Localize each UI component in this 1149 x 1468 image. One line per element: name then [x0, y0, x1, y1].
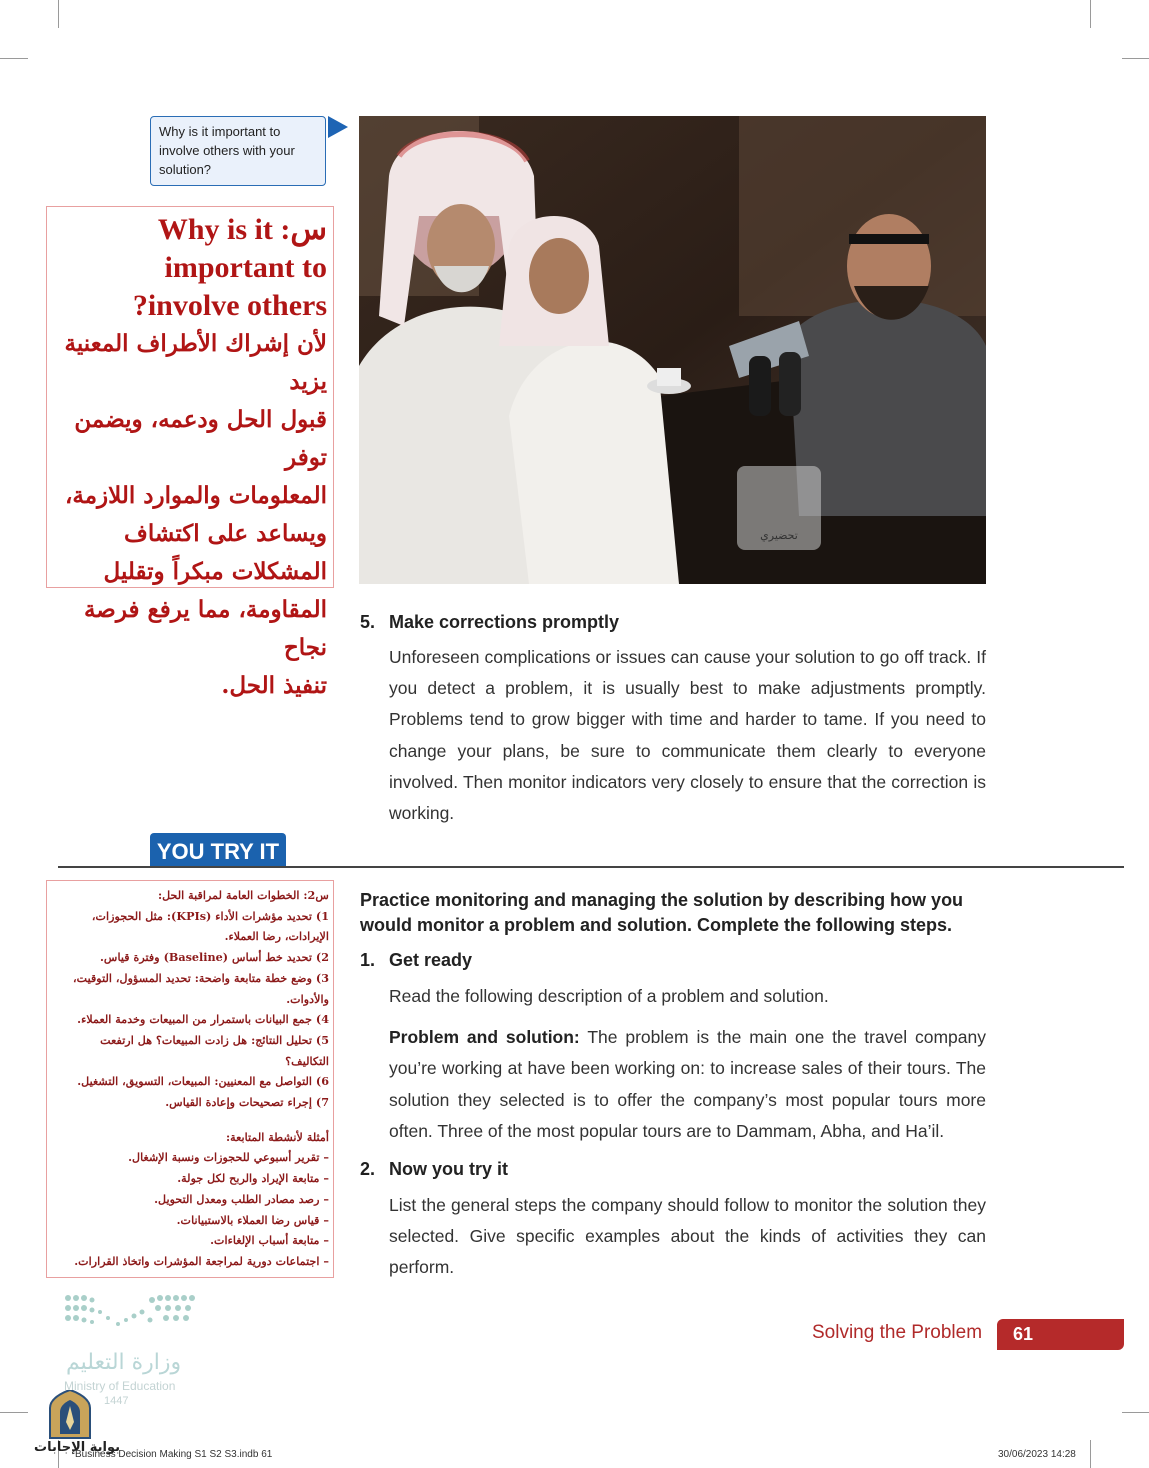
answer-english-line: ?involve others	[132, 289, 327, 322]
answer-arabic-line: المعلومات والموارد اللازمة،	[64, 482, 327, 509]
arabic-note-line: والأدوات.	[286, 991, 329, 1006]
ministry-year: 1447	[104, 1395, 129, 1407]
page-number: 61	[1013, 1324, 1034, 1344]
arabic-note-line: 4) جمع البيانات باستمرار من المبيعات وخدمة العملاء.	[77, 1012, 329, 1027]
arabic-notes-box	[46, 880, 334, 1278]
crop-mark	[1090, 0, 1091, 28]
you-try-it-tab	[150, 833, 286, 868]
crop-mark	[0, 1412, 28, 1413]
arabic-note-line: الإيرادات، رضا العملاء.	[224, 929, 329, 944]
problem-and-solution-label: Problem and solution:	[389, 1027, 580, 1048]
arabic-example-line: – قياس رضا العملاء بالاستبيانات.	[176, 1212, 329, 1227]
business-meeting-photo	[359, 116, 986, 584]
step-get-ready	[360, 950, 986, 1147]
answer-arabic-line: لأن إشراك الأطراف المعنية يزيد	[64, 330, 327, 395]
arabic-note-line: التكاليف؟	[285, 1053, 329, 1068]
print-slug-date: 30/06/2023 14:28	[998, 1449, 1076, 1460]
ministry-dots-icon	[58, 1290, 208, 1350]
answer-arabic-line: المقاومة، مما يرفع فرصة نجاح	[83, 596, 327, 661]
arabic-note-line: 7) إجراء تصحيحات وإعادة القياس.	[165, 1095, 329, 1110]
step-intro: Read the following description of a problem and solution.	[389, 986, 829, 1006]
callout-text: Why is it important to involve others with your solution?	[159, 124, 295, 177]
spacer	[51, 1113, 329, 1127]
section-divider	[58, 866, 1124, 868]
crop-mark	[1122, 1412, 1149, 1413]
photo-watermark-label: تحضيري	[760, 529, 798, 542]
step-number: 2.	[360, 1159, 376, 1180]
question-callout	[150, 116, 326, 186]
arabic-example-line: – متابعة الإيراد والربح لكل جولة.	[177, 1171, 329, 1186]
print-slug-file: Business Decision Making S1 S2 S3.indb 61	[75, 1449, 273, 1460]
step-title: Now you try it	[389, 1159, 509, 1180]
answer-english-line: Why is it :س	[157, 213, 327, 246]
answer-arabic-line: ويساعد على اكتشاف	[123, 520, 327, 547]
you-try-it-label: YOU TRY IT	[156, 839, 280, 864]
crop-mark	[1122, 58, 1149, 59]
portal-label: بوابة الإجابات	[34, 1440, 120, 1455]
answer-english-line: important to	[164, 251, 327, 284]
crop-mark	[1090, 1440, 1091, 1468]
practice-section	[360, 888, 986, 1284]
photo-illustration	[359, 116, 986, 584]
ministry-english-name: Ministry of Education	[64, 1379, 176, 1393]
arabic-note-line: 2) تحديد خط أساس (Baseline) وفترة قياس.	[99, 950, 329, 965]
footer-section-title: Solving the Problem	[812, 1322, 983, 1343]
section-number: 5.	[360, 612, 376, 632]
step-title: Get ready	[389, 950, 473, 970]
arabic-example-line: – تقرير أسبوعي للحجوزات ونسبة الإشغال.	[128, 1150, 329, 1165]
answer-box	[46, 206, 334, 699]
problem-and-solution-body: The problem is the main one the travel company you’re working at have been working on: to increase sales of their tours. The solution they selected is to offer the company’s most popular tours more often. Three of the most popular tours are to Dammam, Abha, and Ha’il.	[389, 1027, 986, 1141]
arabic-note-line: 1) تحديد مؤشرات الأداء (KPIs): مثل الحجوزات،	[91, 908, 329, 923]
arabic-example-line: – متابعة أسباب الإلغاءات.	[210, 1233, 329, 1248]
arabic-note-line: 5) تحليل النتائج: هل زادت المبيعات؟ هل ارتفعت	[100, 1032, 329, 1047]
section-make-corrections	[360, 612, 986, 829]
answer-arabic-line: تنفيذ الحل.	[221, 672, 327, 699]
answer-arabic-line: قبول الحل ودعمه، ويضمن توفر	[74, 406, 327, 471]
crop-mark	[58, 0, 59, 28]
arabic-example-line: – رصد مصادر الطلب ومعدل التحويل.	[154, 1191, 329, 1206]
step-number: 1.	[360, 950, 376, 970]
practice-lead: Practice monitoring and managing the solution by describing how you would monitor a problem and solution. Complete the following steps.	[360, 890, 964, 935]
step-now-you-try	[360, 1159, 986, 1284]
crop-mark	[0, 58, 28, 59]
arabic-note-line: 3) وضع خطة متابعة واضحة: تحديد المسؤول، التوقيت،	[72, 970, 329, 985]
page-number-badge	[997, 1319, 1124, 1350]
arabic-example-line: – اجتماعات دورية لمراجعة المؤشرات واتخاذ القرارات.	[74, 1253, 329, 1268]
section-title: Make corrections promptly	[389, 612, 620, 632]
answer-arabic-line: المشكلات مبكراً وتقليل	[103, 558, 327, 585]
pen-nib-icon	[34, 1390, 106, 1440]
ministry-arabic-name: وزارة التعليم	[66, 1350, 182, 1375]
section-body: Unforeseen complications or issues can cause your solution to go off track. If you detect a problem, it is usually best to make adjustments promptly. Problems tend to grow bigger with time and harder to tame. If you need to change your plans, be sure to communicate them clearly to everyone involved. Then monitor indicators very closely to ensure that the correction is working.	[389, 647, 986, 824]
callout-arrow-icon	[328, 116, 348, 138]
arabic-note-line: 6) التواصل مع المعنيين: المبيعات، التسويق، التشغيل.	[77, 1074, 329, 1089]
arabic-note-line: س2: الخطوات العامة لمراقبة الحل:	[157, 888, 329, 902]
problem-and-solution	[389, 1022, 986, 1147]
arabic-example-line: أمثلة لأنشطة المتابعة:	[225, 1129, 329, 1144]
step-body: List the general steps the company should follow to monitor the solution they selected. Give specific examples about the kinds of activities they can perform.	[389, 1195, 986, 1278]
